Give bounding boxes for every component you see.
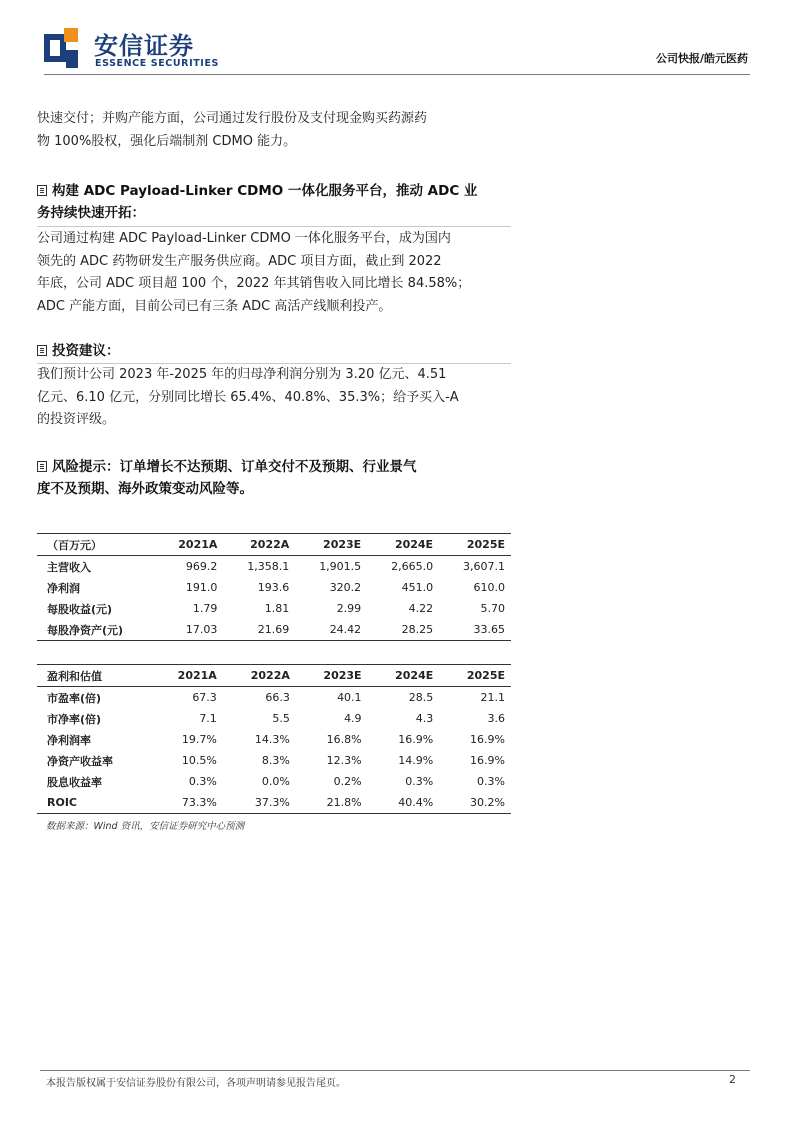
table-cell: 1,901.5: [319, 560, 362, 573]
table-cell: 21.8%: [296, 792, 368, 814]
logo-text-en: ESSENCE SECURITIES: [95, 58, 219, 69]
table-row: [37, 577, 511, 598]
table-header-cell: 2022A: [223, 665, 296, 687]
table-cell: 451.0: [401, 581, 434, 594]
table-cell: 0.0%: [261, 775, 290, 788]
section-heading-adc: [37, 180, 511, 224]
table-cell: 73.3%: [150, 792, 223, 814]
table-cell: 1.81: [264, 602, 290, 615]
table-cell: 市净率(倍): [47, 712, 102, 726]
list-bullet-icon: [37, 185, 47, 196]
logo-text-cn: 安信证券: [94, 32, 194, 60]
table-cell: 净利润: [47, 581, 80, 595]
table-cell: 320.2: [329, 581, 362, 594]
table-header-cell: 2025E: [439, 534, 511, 556]
table-header-cell: （百万元）: [37, 534, 155, 556]
table-header-cell: 2023E: [295, 534, 367, 556]
text-line: 公司通过构建 ADC Payload-Linker CDMO 一体化服务平台，成为国内: [37, 231, 451, 246]
invest-paragraph: [37, 364, 511, 432]
table-cell: 市盈率(倍): [47, 691, 102, 705]
table-cell: 969.2: [185, 560, 218, 573]
page-number: 2: [729, 1073, 736, 1086]
table-cell: 28.25: [367, 619, 439, 641]
table-header-cell: 2024E: [367, 534, 439, 556]
table-header-cell: 2022A: [223, 534, 295, 556]
table-row: [37, 619, 511, 641]
table-header-row: [37, 534, 511, 556]
table-cell: 每股净资产(元): [37, 619, 155, 641]
list-bullet-icon: [37, 461, 47, 472]
heading-line: 构建 ADC Payload-Linker CDMO 一体化服务平台，推动 ADC 业: [52, 183, 478, 199]
table-cell: 主营收入: [47, 560, 91, 574]
valuation-table: [37, 664, 511, 814]
table-cell: 14.3%: [254, 733, 290, 746]
heading-line: 风险提示：订单增长不达预期、订单交付不及预期、行业景气: [52, 459, 417, 475]
table-row: [37, 750, 511, 771]
intro-paragraph: [37, 108, 511, 153]
table-cell: 0.2%: [333, 775, 362, 788]
table-header-cell: 2021A: [150, 665, 223, 687]
table-cell: 股息收益率: [47, 775, 102, 789]
text-line: ADC 产能方面，目前公司已有三条 ADC 高活产线顺利投产。: [37, 298, 392, 314]
table-cell: 12.3%: [326, 754, 362, 767]
table-cell: 37.3%: [223, 792, 296, 814]
table-cell: 16.9%: [470, 733, 505, 746]
table-cell: 1.79: [192, 602, 218, 615]
table-cell: 2,665.0: [391, 560, 434, 573]
table-cell: 4.3: [415, 712, 434, 725]
table-header-row: [37, 665, 511, 687]
report-type: 公司快报/皓元医药: [655, 52, 748, 65]
table-cell: 3.6: [487, 712, 505, 725]
table-cell: 193.6: [257, 581, 290, 594]
table-cell: 0.3%: [188, 775, 217, 788]
text-line: 领先的 ADC 药物研发生产服务供应商。ADC 项目方面，截止到 2022: [37, 253, 442, 269]
footer-disclaimer: 本报告版权属于安信证券股份有限公司，各项声明请参见报告尾页。: [46, 1078, 346, 1089]
text-line: 我们预计公司 2023 年-2025 年的归母净利润分别为 3.20 亿元、4.51: [37, 367, 447, 382]
section-divider: [37, 226, 511, 227]
section-heading-risk: [37, 456, 511, 500]
adc-paragraph: [37, 228, 511, 318]
table-cell: 33.65: [439, 619, 511, 641]
logo-mark-icon: [44, 28, 78, 68]
table-cell: 16.8%: [326, 733, 362, 746]
table-cell: 30.2%: [439, 792, 511, 814]
table-cell: 4.22: [408, 602, 434, 615]
table-cell: 610.0: [473, 581, 505, 594]
table-cell: 每股收益(元): [47, 602, 113, 616]
table-cell: 10.5%: [181, 754, 217, 767]
table-row: [37, 598, 511, 619]
table-cell: 19.7%: [181, 733, 217, 746]
text-line: 年底，公司 ADC 项目超 100 个，2022 年其销售收入同比增长 84.58%；: [37, 276, 471, 291]
table-cell: 4.9: [344, 712, 362, 725]
data-source-note: 数据来源：Wind 资讯，安信证券研究中心预测: [46, 821, 245, 832]
text-line: 的投资评级。: [37, 412, 116, 427]
table-header-cell: 2024E: [368, 665, 440, 687]
table-row: [37, 729, 511, 750]
table-cell: 24.42: [295, 619, 367, 641]
table-cell: 3,607.1: [463, 560, 505, 573]
heading-line: 度不及预期、海外政策变动风险等。: [37, 481, 253, 497]
table-cell: 16.9%: [470, 754, 505, 767]
table-cell: 191.0: [185, 581, 218, 594]
table-header-cell: 2021A: [155, 534, 223, 556]
text-line: 快速交付；并购产能方面，公司通过发行股份及支付现金购买药源药: [37, 111, 428, 126]
table-cell: 21.69: [223, 619, 295, 641]
text-line: 亿元、6.10 亿元，分别同比增长 65.4%、40.8%、35.3%；给予买入-A: [37, 389, 459, 405]
table-cell: 0.3%: [405, 775, 434, 788]
table-cell: 16.9%: [398, 733, 434, 746]
table-cell: 5.5: [272, 712, 290, 725]
financial-table: [37, 533, 511, 641]
table-row: [37, 556, 511, 578]
table-cell: 0.3%: [477, 775, 505, 788]
table-cell: ROIC: [37, 792, 150, 814]
table-cell: 1,358.1: [247, 560, 290, 573]
table-cell: 21.1: [480, 691, 505, 704]
table-row: [37, 792, 511, 814]
section-heading-invest: [37, 340, 511, 362]
table-cell: 66.3: [265, 691, 290, 704]
table-cell: 17.03: [155, 619, 223, 641]
table-header-cell: 2025E: [439, 665, 511, 687]
table-cell: 14.9%: [398, 754, 434, 767]
table-cell: 67.3: [192, 691, 217, 704]
table-cell: 净资产收益率: [47, 754, 113, 768]
table-cell: 净利润率: [47, 733, 91, 747]
table-cell: 40.1: [337, 691, 362, 704]
list-bullet-icon: [37, 345, 47, 356]
table-header-cell: 2023E: [296, 665, 368, 687]
heading-line: 务持续快速开拓：: [37, 205, 145, 221]
header-divider: [44, 74, 750, 75]
text-line: 物 100%股权，强化后端制剂 CDMO 能力。: [37, 133, 297, 149]
table-cell: 5.70: [480, 602, 505, 615]
table-cell: 8.3%: [261, 754, 290, 767]
heading-line: 投资建议：: [52, 343, 120, 359]
table-header-cell: 盈利和估值: [37, 665, 150, 687]
table-row: [37, 687, 511, 709]
table-cell: 2.99: [336, 602, 362, 615]
table-cell: 40.4%: [368, 792, 440, 814]
table-cell: 7.1: [199, 712, 217, 725]
table-row: [37, 708, 511, 729]
footer-divider: [40, 1070, 750, 1071]
table-cell: 28.5: [408, 691, 434, 704]
table-row: [37, 771, 511, 792]
